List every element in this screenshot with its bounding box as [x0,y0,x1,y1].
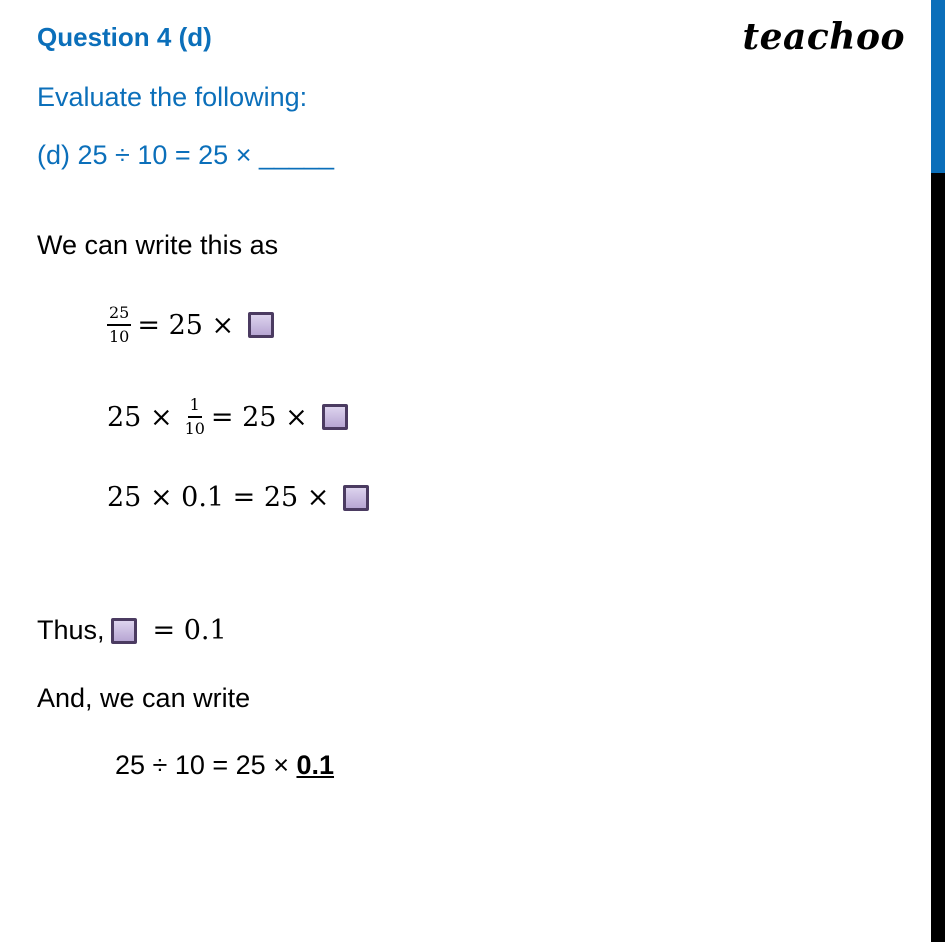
placeholder-box-icon [111,618,137,644]
final-equation [115,750,334,781]
sidebar-accent-black [931,173,945,942]
step-lhs: 25 × [107,401,173,433]
numerator: 1 [188,397,202,418]
thus-line [37,615,227,646]
step-expression: 25 × 0.1 = 25 × [107,482,330,513]
sidebar-accent-blue [931,0,945,173]
math-step-3 [107,482,369,513]
placeholder-box-icon [343,485,369,511]
fraction [107,305,131,345]
math-step-2 [107,397,348,437]
denominator: 10 [184,419,205,438]
question-title: Question 4 (d) [37,22,212,52]
denominator: 10 [109,327,130,346]
final-answer: 0.1 [296,750,335,780]
step-rhs: = 25 × [137,309,235,341]
placeholder-box-icon [248,312,274,338]
question-instruction: Evaluate the following: [37,82,308,112]
solution-intro: We can write this as [37,230,279,260]
thus-label: Thus, [37,615,105,645]
conclusion-intro: And, we can write [37,683,251,713]
math-step-1 [107,305,274,345]
thus-value: = 0.1 [152,615,227,646]
teachoo-logo: teachoo [742,16,905,58]
final-prefix: 25 ÷ 10 = 25 × [115,750,297,780]
placeholder-box-icon [322,404,348,430]
numerator: 25 [107,305,131,326]
fraction [185,397,205,437]
question-statement: (d) 25 ÷ 10 = 25 × _____ [37,140,335,170]
step-rhs: = 25 × [210,401,308,433]
